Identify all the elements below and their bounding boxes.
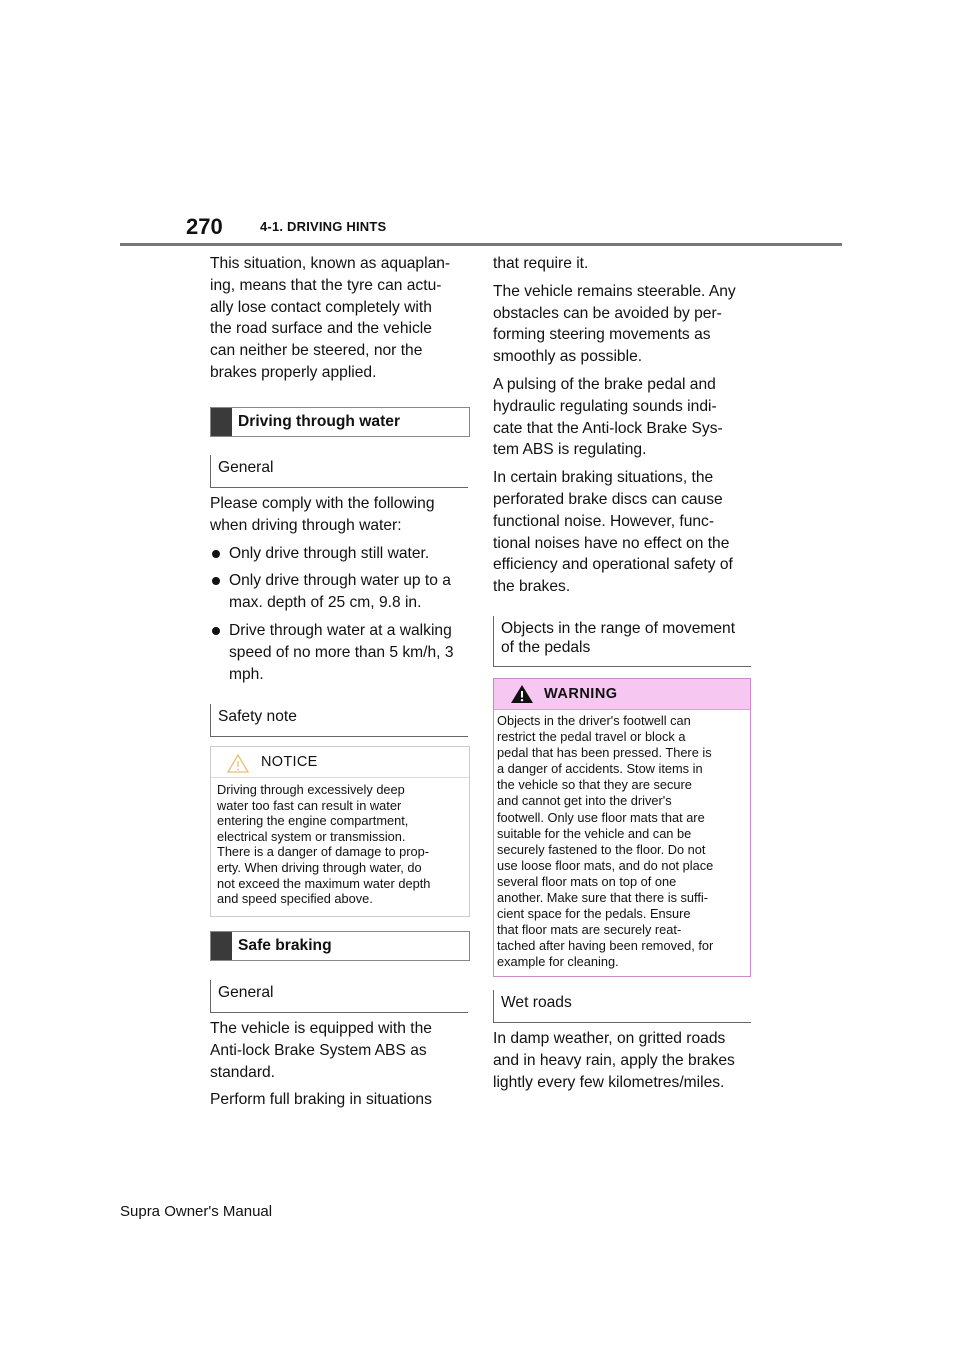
list-item: Only drive through still water. <box>210 543 472 565</box>
heading-block <box>211 408 232 436</box>
heading-driving-through-water <box>210 407 470 437</box>
warning-triangle-filled-icon <box>510 684 534 704</box>
wet-roads-paragraph <box>493 1028 755 1099</box>
page-number: 270 <box>186 214 223 239</box>
heading-block <box>211 932 232 960</box>
subheading-general-1: General <box>210 455 468 488</box>
section-title: 4-1. DRIVING HINTS <box>260 219 387 234</box>
warning-box <box>493 678 751 977</box>
header-rule <box>120 243 842 246</box>
steerable-text: The vehicle remains steerable. Any obstacles can be avoided by per- forming steering movements as smoothly as possible. <box>493 282 736 366</box>
heading-safe-braking <box>210 931 470 961</box>
notice-body: Driving through excessively deep water too fast can result in water entering the engine compartment, electrical system or transmission. There is a danger of damage to prop- erty. When driving through water, do not exceed the maximum water depth and speed specified above. <box>217 782 431 907</box>
wet-roads-text: In damp weather, on gritted roads and in heavy rain, apply the brakes lightly every few kilometres/miles. <box>493 1030 735 1091</box>
subheading-wet-roads: Wet roads <box>493 990 751 1023</box>
list-item: Only drive through water up to a max. depth of 25 cm, 9.8 in. <box>210 570 472 614</box>
bullet-icon <box>212 577 220 585</box>
footer-manual-title: Supra Owner's Manual <box>120 1203 273 1220</box>
comply-text: Please comply with the following when driving through water: <box>210 495 435 534</box>
subheading-objects-pedals: Objects in the range of movement of the pedals <box>493 616 751 667</box>
notice-title: NOTICE <box>261 754 318 770</box>
bullet-icon <box>212 627 220 635</box>
warning-title: WARNING <box>544 686 618 702</box>
pulsing-text: A pulsing of the brake pedal and hydraulic regulating sounds indi- cate that the Anti-lock Brake Sys- tem ABS is regulating. <box>493 375 723 459</box>
bullet-icon <box>212 550 220 558</box>
notice-box <box>210 746 470 917</box>
braking-continued <box>493 253 755 604</box>
warning-body: Objects in the driver's footwell can restrict the pedal travel or block a pedal that has been pressed. There is a danger of accidents. Stow items in the vehicle so that they are secure and cannot get into the driver's footwell. Only use floor mats that are suitable for the vehicle and can be securely fastened to the floor. Do not use loose floor mats, and do not place several floor mats on top of one another. Make sure that there is suffi- cient space for the pedals. Ensure that floor mats are securely reat- tached after having been removed, for example for cleaning. <box>497 713 714 970</box>
braking-paragraph <box>210 1018 472 1117</box>
warning-triangle-outline-icon <box>227 754 249 773</box>
warning-header <box>494 679 750 710</box>
perform-text: Perform full braking in situations <box>210 1091 432 1109</box>
heading-text: Safe braking <box>238 937 332 954</box>
continued-text: that require it. <box>493 255 589 272</box>
intro-text: This situation, known as aquaplan- ing, means that the tyre can actu- ally lose contact completely with the road surface and the vehicle can neither be steered, nor the brakes properly applied. <box>210 255 451 381</box>
list-item: Drive through water at a walking speed of no more than 5 km/h, 3 mph. <box>210 620 472 685</box>
water-instructions <box>210 493 472 691</box>
subheading-safety-note: Safety note <box>210 704 468 737</box>
noise-text: In certain braking situations, the perforated brake discs can cause functional noise. However, func- tional noises have no effect on the efficiency and operational safety of the brakes. <box>493 469 733 596</box>
notice-header <box>211 747 469 778</box>
subheading-general-2: General <box>210 980 468 1013</box>
heading-text: Driving through water <box>238 413 401 430</box>
intro-paragraph <box>210 253 472 390</box>
abs-text: The vehicle is equipped with the Anti-lock Brake System ABS as standard. <box>210 1020 432 1081</box>
